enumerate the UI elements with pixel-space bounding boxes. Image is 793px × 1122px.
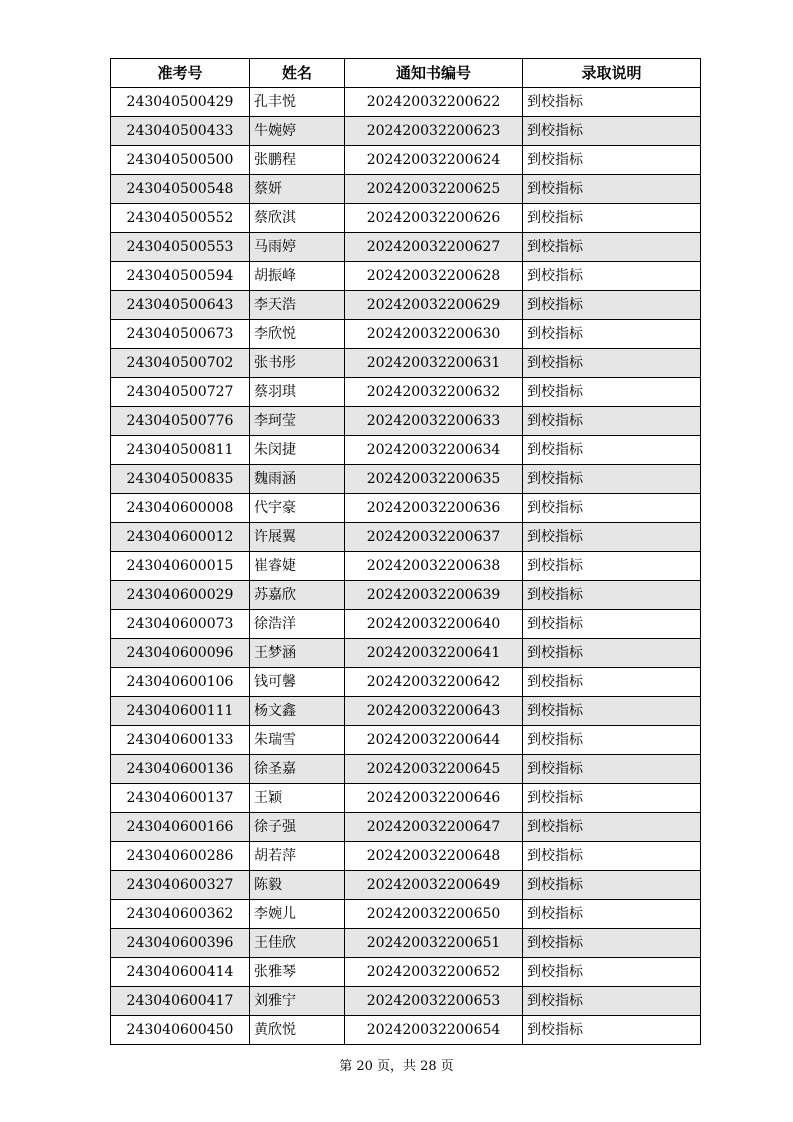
table-row — [111, 581, 701, 610]
admission-note-cell: 到校指标 — [523, 842, 701, 871]
table-row — [111, 552, 701, 581]
notice-number-cell: 202420032200627 — [345, 233, 523, 262]
exam-number-cell: 243040600012 — [111, 523, 250, 552]
admission-note-cell: 到校指标 — [523, 175, 701, 204]
table-row — [111, 88, 701, 117]
student-name-cell: 王梦涵 — [250, 639, 345, 668]
admission-note-cell: 到校指标 — [523, 958, 701, 987]
notice-number-cell: 202420032200628 — [345, 262, 523, 291]
student-name-cell: 许展翼 — [250, 523, 345, 552]
table-row — [111, 233, 701, 262]
exam-number-cell: 243040500643 — [111, 291, 250, 320]
notice-number-cell: 202420032200652 — [345, 958, 523, 987]
header-notice-number: 通知书编号 — [345, 59, 523, 88]
table-row — [111, 610, 701, 639]
notice-number-cell: 202420032200639 — [345, 581, 523, 610]
notice-number-cell: 202420032200633 — [345, 407, 523, 436]
table-row — [111, 117, 701, 146]
student-name-cell: 李欣悦 — [250, 320, 345, 349]
notice-number-cell: 202420032200651 — [345, 929, 523, 958]
admission-note-cell: 到校指标 — [523, 929, 701, 958]
exam-number-cell: 243040500552 — [111, 204, 250, 233]
admission-note-cell: 到校指标 — [523, 639, 701, 668]
student-name-cell: 马雨婷 — [250, 233, 345, 262]
student-name-cell: 代宇豪 — [250, 494, 345, 523]
admission-note-cell: 到校指标 — [523, 697, 701, 726]
admission-note-cell: 到校指标 — [523, 900, 701, 929]
student-name-cell: 李天浩 — [250, 291, 345, 320]
notice-number-cell: 202420032200625 — [345, 175, 523, 204]
exam-number-cell: 243040600029 — [111, 581, 250, 610]
admission-note-cell: 到校指标 — [523, 494, 701, 523]
student-name-cell: 王颖 — [250, 784, 345, 813]
student-name-cell: 牛婉婷 — [250, 117, 345, 146]
admission-table — [110, 58, 701, 1045]
table-row — [111, 465, 701, 494]
student-name-cell: 钱可馨 — [250, 668, 345, 697]
notice-number-cell: 202420032200638 — [345, 552, 523, 581]
exam-number-cell: 243040600396 — [111, 929, 250, 958]
table-row — [111, 987, 701, 1016]
table-row — [111, 871, 701, 900]
exam-number-cell: 243040600362 — [111, 900, 250, 929]
notice-number-cell: 202420032200641 — [345, 639, 523, 668]
exam-number-cell: 243040600137 — [111, 784, 250, 813]
admission-note-cell: 到校指标 — [523, 233, 701, 262]
header-admission-note: 录取说明 — [523, 59, 701, 88]
admission-note-cell: 到校指标 — [523, 262, 701, 291]
admission-note-cell: 到校指标 — [523, 146, 701, 175]
notice-number-cell: 202420032200646 — [345, 784, 523, 813]
table-row — [111, 929, 701, 958]
student-name-cell: 蔡欣淇 — [250, 204, 345, 233]
notice-number-cell: 202420032200645 — [345, 755, 523, 784]
notice-number-cell: 202420032200631 — [345, 349, 523, 378]
exam-number-cell: 243040600106 — [111, 668, 250, 697]
notice-number-cell: 202420032200635 — [345, 465, 523, 494]
student-name-cell: 李婉儿 — [250, 900, 345, 929]
admission-note-cell: 到校指标 — [523, 204, 701, 233]
student-name-cell: 刘雅宁 — [250, 987, 345, 1016]
student-name-cell: 张雅琴 — [250, 958, 345, 987]
student-name-cell: 黄欣悦 — [250, 1016, 345, 1045]
notice-number-cell: 202420032200650 — [345, 900, 523, 929]
exam-number-cell: 243040500811 — [111, 436, 250, 465]
table-row — [111, 697, 701, 726]
student-name-cell: 苏嘉欣 — [250, 581, 345, 610]
notice-number-cell: 202420032200624 — [345, 146, 523, 175]
header-exam-number: 准考号 — [111, 59, 250, 88]
admission-note-cell: 到校指标 — [523, 465, 701, 494]
notice-number-cell: 202420032200636 — [345, 494, 523, 523]
notice-number-cell: 202420032200630 — [345, 320, 523, 349]
admission-note-cell: 到校指标 — [523, 784, 701, 813]
student-name-cell: 胡振峰 — [250, 262, 345, 291]
exam-number-cell: 243040600096 — [111, 639, 250, 668]
exam-number-cell: 243040600327 — [111, 871, 250, 900]
admission-note-cell: 到校指标 — [523, 552, 701, 581]
exam-number-cell: 243040600008 — [111, 494, 250, 523]
notice-number-cell: 202420032200653 — [345, 987, 523, 1016]
table-row — [111, 755, 701, 784]
admission-note-cell: 到校指标 — [523, 871, 701, 900]
exam-number-cell: 243040600015 — [111, 552, 250, 581]
admission-note-cell: 到校指标 — [523, 668, 701, 697]
exam-number-cell: 243040600166 — [111, 813, 250, 842]
exam-number-cell: 243040500429 — [111, 88, 250, 117]
notice-number-cell: 202420032200637 — [345, 523, 523, 552]
notice-number-cell: 202420032200647 — [345, 813, 523, 842]
notice-number-cell: 202420032200623 — [345, 117, 523, 146]
admission-note-cell: 到校指标 — [523, 726, 701, 755]
table-row — [111, 900, 701, 929]
table-row — [111, 204, 701, 233]
table-row — [111, 668, 701, 697]
notice-number-cell: 202420032200643 — [345, 697, 523, 726]
student-name-cell: 朱瑞雪 — [250, 726, 345, 755]
table-row — [111, 842, 701, 871]
table-row — [111, 146, 701, 175]
student-name-cell: 崔睿婕 — [250, 552, 345, 581]
student-name-cell: 张书彤 — [250, 349, 345, 378]
admission-note-cell: 到校指标 — [523, 755, 701, 784]
student-name-cell: 魏雨涵 — [250, 465, 345, 494]
admission-note-cell: 到校指标 — [523, 291, 701, 320]
student-name-cell: 朱闵捷 — [250, 436, 345, 465]
notice-number-cell: 202420032200654 — [345, 1016, 523, 1045]
admission-note-cell: 到校指标 — [523, 1016, 701, 1045]
exam-number-cell: 243040500673 — [111, 320, 250, 349]
admission-note-cell: 到校指标 — [523, 987, 701, 1016]
student-name-cell: 张鹏程 — [250, 146, 345, 175]
student-name-cell: 胡若萍 — [250, 842, 345, 871]
exam-number-cell: 243040600111 — [111, 697, 250, 726]
exam-number-cell: 243040500548 — [111, 175, 250, 204]
table-row — [111, 494, 701, 523]
student-name-cell: 蔡羽琪 — [250, 378, 345, 407]
student-name-cell: 陈毅 — [250, 871, 345, 900]
admission-note-cell: 到校指标 — [523, 523, 701, 552]
table-row — [111, 639, 701, 668]
admission-note-cell: 到校指标 — [523, 407, 701, 436]
table-row — [111, 175, 701, 204]
exam-number-cell: 243040500500 — [111, 146, 250, 175]
table-row — [111, 262, 701, 291]
table-row — [111, 958, 701, 987]
table-body — [111, 88, 701, 1045]
admission-note-cell: 到校指标 — [523, 378, 701, 407]
admission-note-cell: 到校指标 — [523, 117, 701, 146]
admission-note-cell: 到校指标 — [523, 88, 701, 117]
admission-note-cell: 到校指标 — [523, 436, 701, 465]
exam-number-cell: 243040500553 — [111, 233, 250, 262]
student-name-cell: 孔丰悦 — [250, 88, 345, 117]
table-header-row — [111, 59, 701, 88]
table-row — [111, 1016, 701, 1045]
exam-number-cell: 243040500835 — [111, 465, 250, 494]
notice-number-cell: 202420032200629 — [345, 291, 523, 320]
notice-number-cell: 202420032200626 — [345, 204, 523, 233]
student-name-cell: 李珂莹 — [250, 407, 345, 436]
admission-note-cell: 到校指标 — [523, 610, 701, 639]
notice-number-cell: 202420032200632 — [345, 378, 523, 407]
notice-number-cell: 202420032200642 — [345, 668, 523, 697]
exam-number-cell: 243040500594 — [111, 262, 250, 291]
table-row — [111, 523, 701, 552]
table-row — [111, 436, 701, 465]
admission-note-cell: 到校指标 — [523, 320, 701, 349]
exam-number-cell: 243040500702 — [111, 349, 250, 378]
notice-number-cell: 202420032200634 — [345, 436, 523, 465]
exam-number-cell: 243040600133 — [111, 726, 250, 755]
table-row — [111, 813, 701, 842]
admission-note-cell: 到校指标 — [523, 581, 701, 610]
table-row — [111, 726, 701, 755]
exam-number-cell: 243040600450 — [111, 1016, 250, 1045]
notice-number-cell: 202420032200648 — [345, 842, 523, 871]
exam-number-cell: 243040600286 — [111, 842, 250, 871]
exam-number-cell: 243040500433 — [111, 117, 250, 146]
student-name-cell: 蔡妍 — [250, 175, 345, 204]
notice-number-cell: 202420032200640 — [345, 610, 523, 639]
student-name-cell: 徐子强 — [250, 813, 345, 842]
student-name-cell: 徐圣嘉 — [250, 755, 345, 784]
table-row — [111, 784, 701, 813]
header-name: 姓名 — [250, 59, 345, 88]
admission-note-cell: 到校指标 — [523, 813, 701, 842]
exam-number-cell: 243040500776 — [111, 407, 250, 436]
student-name-cell: 杨文鑫 — [250, 697, 345, 726]
table-row — [111, 407, 701, 436]
table-row — [111, 320, 701, 349]
table-row — [111, 291, 701, 320]
student-name-cell: 王佳欣 — [250, 929, 345, 958]
exam-number-cell: 243040600414 — [111, 958, 250, 987]
notice-number-cell: 202420032200649 — [345, 871, 523, 900]
table-row — [111, 378, 701, 407]
table-row — [111, 349, 701, 378]
exam-number-cell: 243040500727 — [111, 378, 250, 407]
notice-number-cell: 202420032200622 — [345, 88, 523, 117]
notice-number-cell: 202420032200644 — [345, 726, 523, 755]
page-footer: 第 20 页，共 28 页 — [339, 1059, 454, 1074]
exam-number-cell: 243040600417 — [111, 987, 250, 1016]
exam-number-cell: 243040600136 — [111, 755, 250, 784]
admission-note-cell: 到校指标 — [523, 349, 701, 378]
exam-number-cell: 243040600073 — [111, 610, 250, 639]
student-name-cell: 徐浩洋 — [250, 610, 345, 639]
